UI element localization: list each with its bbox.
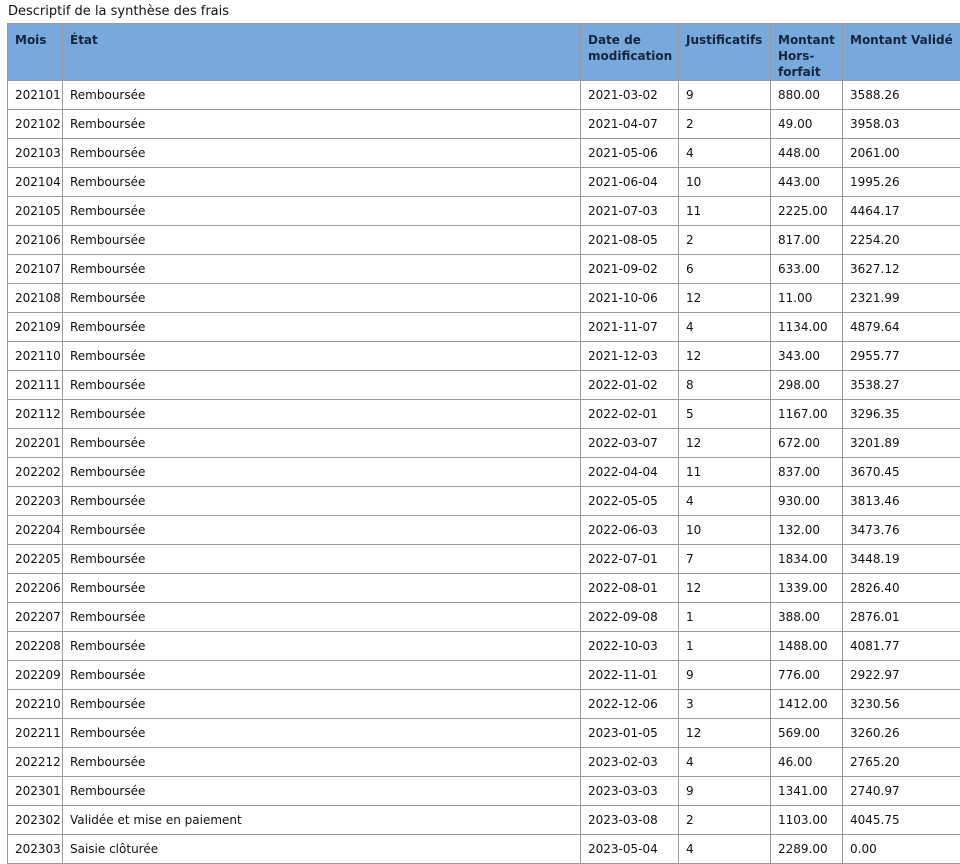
cell-montant-valide: 4879.64: [843, 313, 960, 342]
cell-montant-valide: 2254.20: [843, 226, 960, 255]
cell-justificatifs: 4: [679, 139, 771, 168]
cell-date-modification: 2022-03-07: [581, 429, 679, 458]
header-row: [8, 24, 960, 81]
cell-mois: 202102: [8, 110, 63, 139]
table-row: [8, 632, 960, 661]
cell-etat: Remboursée: [63, 197, 581, 226]
cell-mois: 202303: [8, 835, 63, 864]
cell-mois: 202111: [8, 371, 63, 400]
table-caption: Descriptif de la synthèse des frais: [8, 3, 229, 20]
cell-justificatifs: 2: [679, 110, 771, 139]
cell-etat: Remboursée: [63, 255, 581, 284]
cell-montant-hors-forfait: 343.00: [771, 342, 843, 371]
cell-mois: 202206: [8, 574, 63, 603]
cell-mois: 202104: [8, 168, 63, 197]
cell-justificatifs: 4: [679, 748, 771, 777]
cell-mois: 202101: [8, 81, 63, 110]
cell-mois: 202112: [8, 400, 63, 429]
cell-mois: 202210: [8, 690, 63, 719]
cell-etat: Remboursée: [63, 371, 581, 400]
table-row: [8, 690, 960, 719]
table-row: [8, 284, 960, 313]
cell-justificatifs: 4: [679, 835, 771, 864]
cell-justificatifs: 8: [679, 371, 771, 400]
cell-montant-hors-forfait: 298.00: [771, 371, 843, 400]
cell-date-modification: 2021-06-04: [581, 168, 679, 197]
cell-etat: Remboursée: [63, 516, 581, 545]
cell-justificatifs: 12: [679, 342, 771, 371]
cell-date-modification: 2021-05-06: [581, 139, 679, 168]
cell-date-modification: 2022-01-02: [581, 371, 679, 400]
cell-etat: Remboursée: [63, 632, 581, 661]
cell-justificatifs: 7: [679, 545, 771, 574]
cell-montant-valide: 3538.27: [843, 371, 960, 400]
cell-montant-valide: 3448.19: [843, 545, 960, 574]
cell-montant-valide: 0.00: [843, 835, 960, 864]
cell-mois: 202204: [8, 516, 63, 545]
cell-montant-valide: 3958.03: [843, 110, 960, 139]
cell-justificatifs: 2: [679, 806, 771, 835]
cell-etat: Remboursée: [63, 545, 581, 574]
cell-montant-hors-forfait: 1341.00: [771, 777, 843, 806]
cell-date-modification: 2022-04-04: [581, 458, 679, 487]
cell-mois: 202205: [8, 545, 63, 574]
cell-etat: Remboursée: [63, 458, 581, 487]
header-etat: État: [63, 24, 581, 81]
cell-etat: Remboursée: [63, 748, 581, 777]
cell-etat: Remboursée: [63, 777, 581, 806]
cell-etat: Remboursée: [63, 139, 581, 168]
cell-mois: 202207: [8, 603, 63, 632]
table-header: [8, 24, 960, 81]
cell-montant-hors-forfait: 837.00: [771, 458, 843, 487]
cell-montant-hors-forfait: 817.00: [771, 226, 843, 255]
table-row: [8, 255, 960, 284]
cell-date-modification: 2021-09-02: [581, 255, 679, 284]
cell-justificatifs: 6: [679, 255, 771, 284]
cell-mois: 202302: [8, 806, 63, 835]
cell-montant-hors-forfait: 2289.00: [771, 835, 843, 864]
cell-justificatifs: 3: [679, 690, 771, 719]
table-row: [8, 371, 960, 400]
table-row: [8, 777, 960, 806]
cell-montant-hors-forfait: 776.00: [771, 661, 843, 690]
cell-justificatifs: 12: [679, 429, 771, 458]
cell-montant-valide: 2826.40: [843, 574, 960, 603]
cell-date-modification: 2023-05-04: [581, 835, 679, 864]
cell-etat: Remboursée: [63, 603, 581, 632]
cell-montant-hors-forfait: 46.00: [771, 748, 843, 777]
table-body: [8, 81, 960, 864]
header-montant-hors-forfait: Montant Hors-forfait: [771, 24, 843, 81]
cell-etat: Remboursée: [63, 168, 581, 197]
cell-date-modification: 2023-03-03: [581, 777, 679, 806]
cell-montant-valide: 3627.12: [843, 255, 960, 284]
header-mois: Mois: [8, 24, 63, 81]
cell-etat: Remboursée: [63, 661, 581, 690]
cell-montant-hors-forfait: 1103.00: [771, 806, 843, 835]
cell-date-modification: 2022-12-06: [581, 690, 679, 719]
cell-justificatifs: 4: [679, 487, 771, 516]
cell-date-modification: 2021-10-06: [581, 284, 679, 313]
cell-montant-hors-forfait: 11.00: [771, 284, 843, 313]
cell-etat: Remboursée: [63, 110, 581, 139]
cell-montant-hors-forfait: 49.00: [771, 110, 843, 139]
cell-date-modification: 2022-08-01: [581, 574, 679, 603]
table-row: [8, 487, 960, 516]
cell-montant-hors-forfait: 448.00: [771, 139, 843, 168]
cell-date-modification: 2022-05-05: [581, 487, 679, 516]
cell-mois: 202211: [8, 719, 63, 748]
table-row: [8, 81, 960, 110]
table-row: [8, 168, 960, 197]
cell-etat: Saisie clôturée: [63, 835, 581, 864]
cell-etat: Validée et mise en paiement: [63, 806, 581, 835]
cell-montant-hors-forfait: 443.00: [771, 168, 843, 197]
cell-etat: Remboursée: [63, 81, 581, 110]
table-row: [8, 458, 960, 487]
cell-date-modification: 2021-12-03: [581, 342, 679, 371]
cell-mois: 202110: [8, 342, 63, 371]
cell-montant-valide: 3473.76: [843, 516, 960, 545]
cell-montant-valide: 3813.46: [843, 487, 960, 516]
cell-justificatifs: 5: [679, 400, 771, 429]
cell-etat: Remboursée: [63, 690, 581, 719]
cell-date-modification: 2023-02-03: [581, 748, 679, 777]
cell-mois: 202212: [8, 748, 63, 777]
cell-montant-hors-forfait: 1134.00: [771, 313, 843, 342]
cell-date-modification: 2022-10-03: [581, 632, 679, 661]
cell-mois: 202209: [8, 661, 63, 690]
table-row: [8, 545, 960, 574]
cell-date-modification: 2022-06-03: [581, 516, 679, 545]
cell-justificatifs: 9: [679, 661, 771, 690]
cell-justificatifs: 11: [679, 197, 771, 226]
header-justificatifs: Justificatifs: [679, 24, 771, 81]
cell-montant-valide: 2922.97: [843, 661, 960, 690]
table-row: [8, 806, 960, 835]
cell-montant-valide: 2061.00: [843, 139, 960, 168]
cell-justificatifs: 2: [679, 226, 771, 255]
cell-justificatifs: 10: [679, 516, 771, 545]
cell-montant-hors-forfait: 672.00: [771, 429, 843, 458]
cell-montant-hors-forfait: 633.00: [771, 255, 843, 284]
cell-justificatifs: 9: [679, 81, 771, 110]
cell-date-modification: 2023-03-08: [581, 806, 679, 835]
cell-montant-valide: 2321.99: [843, 284, 960, 313]
cell-montant-valide: 3230.56: [843, 690, 960, 719]
header-date-modification: Date de modification: [581, 24, 679, 81]
cell-mois: 202108: [8, 284, 63, 313]
table-row: [8, 603, 960, 632]
cell-date-modification: 2022-09-08: [581, 603, 679, 632]
cell-date-modification: 2023-01-05: [581, 719, 679, 748]
cell-etat: Remboursée: [63, 313, 581, 342]
table-row: [8, 719, 960, 748]
table-row: [8, 661, 960, 690]
cell-mois: 202107: [8, 255, 63, 284]
table-row: [8, 429, 960, 458]
cell-montant-hors-forfait: 132.00: [771, 516, 843, 545]
table-row: [8, 835, 960, 864]
cell-montant-valide: 4045.75: [843, 806, 960, 835]
cell-justificatifs: 11: [679, 458, 771, 487]
cell-date-modification: 2022-11-01: [581, 661, 679, 690]
cell-justificatifs: 12: [679, 574, 771, 603]
cell-montant-hors-forfait: 388.00: [771, 603, 843, 632]
cell-mois: 202106: [8, 226, 63, 255]
table-row: [8, 748, 960, 777]
cell-date-modification: 2021-07-03: [581, 197, 679, 226]
cell-etat: Remboursée: [63, 719, 581, 748]
table-row: [8, 516, 960, 545]
cell-date-modification: 2021-08-05: [581, 226, 679, 255]
cell-montant-valide: 3588.26: [843, 81, 960, 110]
cell-justificatifs: 10: [679, 168, 771, 197]
cell-etat: Remboursée: [63, 429, 581, 458]
cell-mois: 202208: [8, 632, 63, 661]
table-row: [8, 139, 960, 168]
cell-mois: 202301: [8, 777, 63, 806]
table-row: [8, 197, 960, 226]
cell-montant-hors-forfait: 1339.00: [771, 574, 843, 603]
cell-mois: 202103: [8, 139, 63, 168]
table-row: [8, 400, 960, 429]
cell-montant-valide: 2955.77: [843, 342, 960, 371]
cell-justificatifs: 9: [679, 777, 771, 806]
cell-montant-valide: 3296.35: [843, 400, 960, 429]
cell-mois: 202109: [8, 313, 63, 342]
cell-montant-valide: 3201.89: [843, 429, 960, 458]
cell-montant-valide: 1995.26: [843, 168, 960, 197]
cell-justificatifs: 4: [679, 313, 771, 342]
cell-montant-hors-forfait: 1412.00: [771, 690, 843, 719]
cell-montant-hors-forfait: 1834.00: [771, 545, 843, 574]
cell-montant-hors-forfait: 930.00: [771, 487, 843, 516]
table-row: [8, 226, 960, 255]
cell-justificatifs: 1: [679, 632, 771, 661]
cell-montant-valide: 4081.77: [843, 632, 960, 661]
cell-montant-valide: 2876.01: [843, 603, 960, 632]
cell-date-modification: 2021-11-07: [581, 313, 679, 342]
cell-justificatifs: 1: [679, 603, 771, 632]
cell-montant-hors-forfait: 2225.00: [771, 197, 843, 226]
cell-etat: Remboursée: [63, 574, 581, 603]
cell-date-modification: 2022-02-01: [581, 400, 679, 429]
cell-etat: Remboursée: [63, 342, 581, 371]
cell-etat: Remboursée: [63, 487, 581, 516]
cell-etat: Remboursée: [63, 400, 581, 429]
cell-montant-valide: 2740.97: [843, 777, 960, 806]
cell-etat: Remboursée: [63, 226, 581, 255]
cell-date-modification: 2021-03-02: [581, 81, 679, 110]
cell-montant-hors-forfait: 880.00: [771, 81, 843, 110]
table-row: [8, 342, 960, 371]
cell-date-modification: 2021-04-07: [581, 110, 679, 139]
cell-justificatifs: 12: [679, 284, 771, 313]
fees-summary-table: [7, 23, 960, 864]
header-montant-valide: Montant Validé: [843, 24, 960, 81]
cell-montant-valide: 3670.45: [843, 458, 960, 487]
table-row: [8, 574, 960, 603]
cell-date-modification: 2022-07-01: [581, 545, 679, 574]
cell-montant-valide: 3260.26: [843, 719, 960, 748]
cell-mois: 202105: [8, 197, 63, 226]
table-row: [8, 313, 960, 342]
cell-montant-hors-forfait: 1488.00: [771, 632, 843, 661]
cell-mois: 202203: [8, 487, 63, 516]
cell-mois: 202202: [8, 458, 63, 487]
cell-montant-hors-forfait: 569.00: [771, 719, 843, 748]
cell-montant-hors-forfait: 1167.00: [771, 400, 843, 429]
cell-etat: Remboursée: [63, 284, 581, 313]
table-row: [8, 110, 960, 139]
cell-montant-valide: 4464.17: [843, 197, 960, 226]
cell-justificatifs: 12: [679, 719, 771, 748]
cell-mois: 202201: [8, 429, 63, 458]
cell-montant-valide: 2765.20: [843, 748, 960, 777]
